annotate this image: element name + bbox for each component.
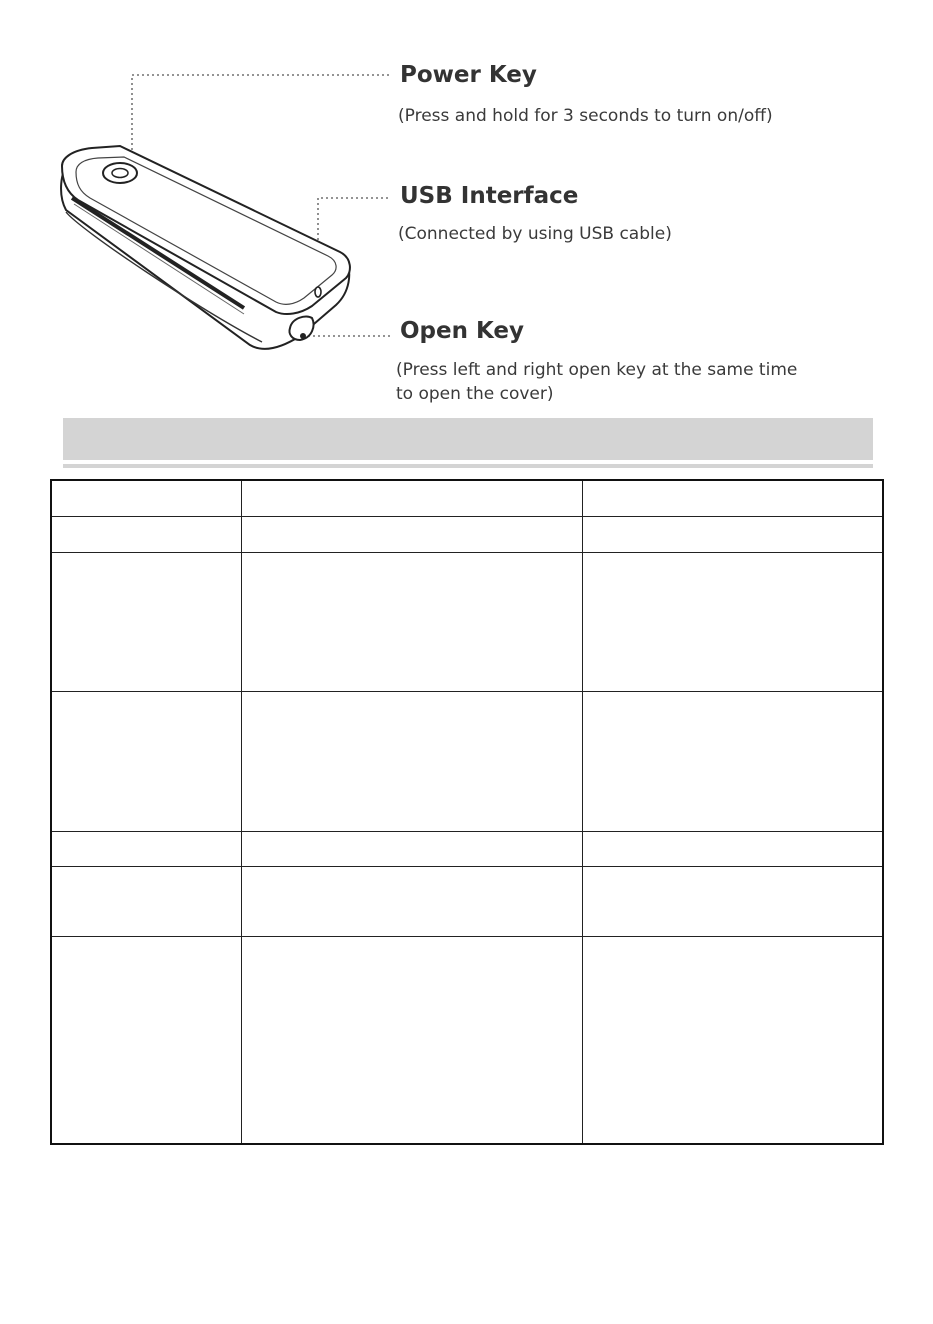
table-row [51,552,883,691]
table-cell [582,831,883,866]
table-row [51,831,883,866]
table-cell [582,516,883,552]
table-cell [51,552,241,691]
table-cell [582,552,883,691]
table-cell [51,831,241,866]
table-cell [582,691,883,831]
table-cell [51,936,241,1144]
table-cell [241,831,582,866]
section-divider [63,464,873,468]
power-key-description: (Press and hold for 3 seconds to turn on/off) [398,106,773,126]
table-row [51,691,883,831]
usb-port-icon [315,287,321,297]
table-cell [241,516,582,552]
table-cell [241,936,582,1144]
usb-interface-title: USB Interface [400,183,579,209]
power-key-title: Power Key [400,62,537,88]
open-key-title: Open Key [400,318,525,344]
table-cell [51,691,241,831]
table-cell [582,936,883,1144]
table-row [51,480,883,516]
table-row [51,516,883,552]
table-cell [51,516,241,552]
table-cell [241,691,582,831]
table-cell [582,866,883,936]
open-key-description: (Press left and right open key at the same time to open the cover) [396,360,798,404]
table-cell [241,552,582,691]
power-key-leader [132,75,390,160]
table-cell [51,480,241,516]
table-cell [582,480,883,516]
table-cell [241,866,582,936]
usb-interface-description: (Connected by using USB cable) [398,224,672,244]
section-header-band [63,418,873,460]
table-row [51,936,883,1144]
table-row [51,866,883,936]
table-cell [51,866,241,936]
table-cell [241,480,582,516]
spec-table [50,479,884,1145]
